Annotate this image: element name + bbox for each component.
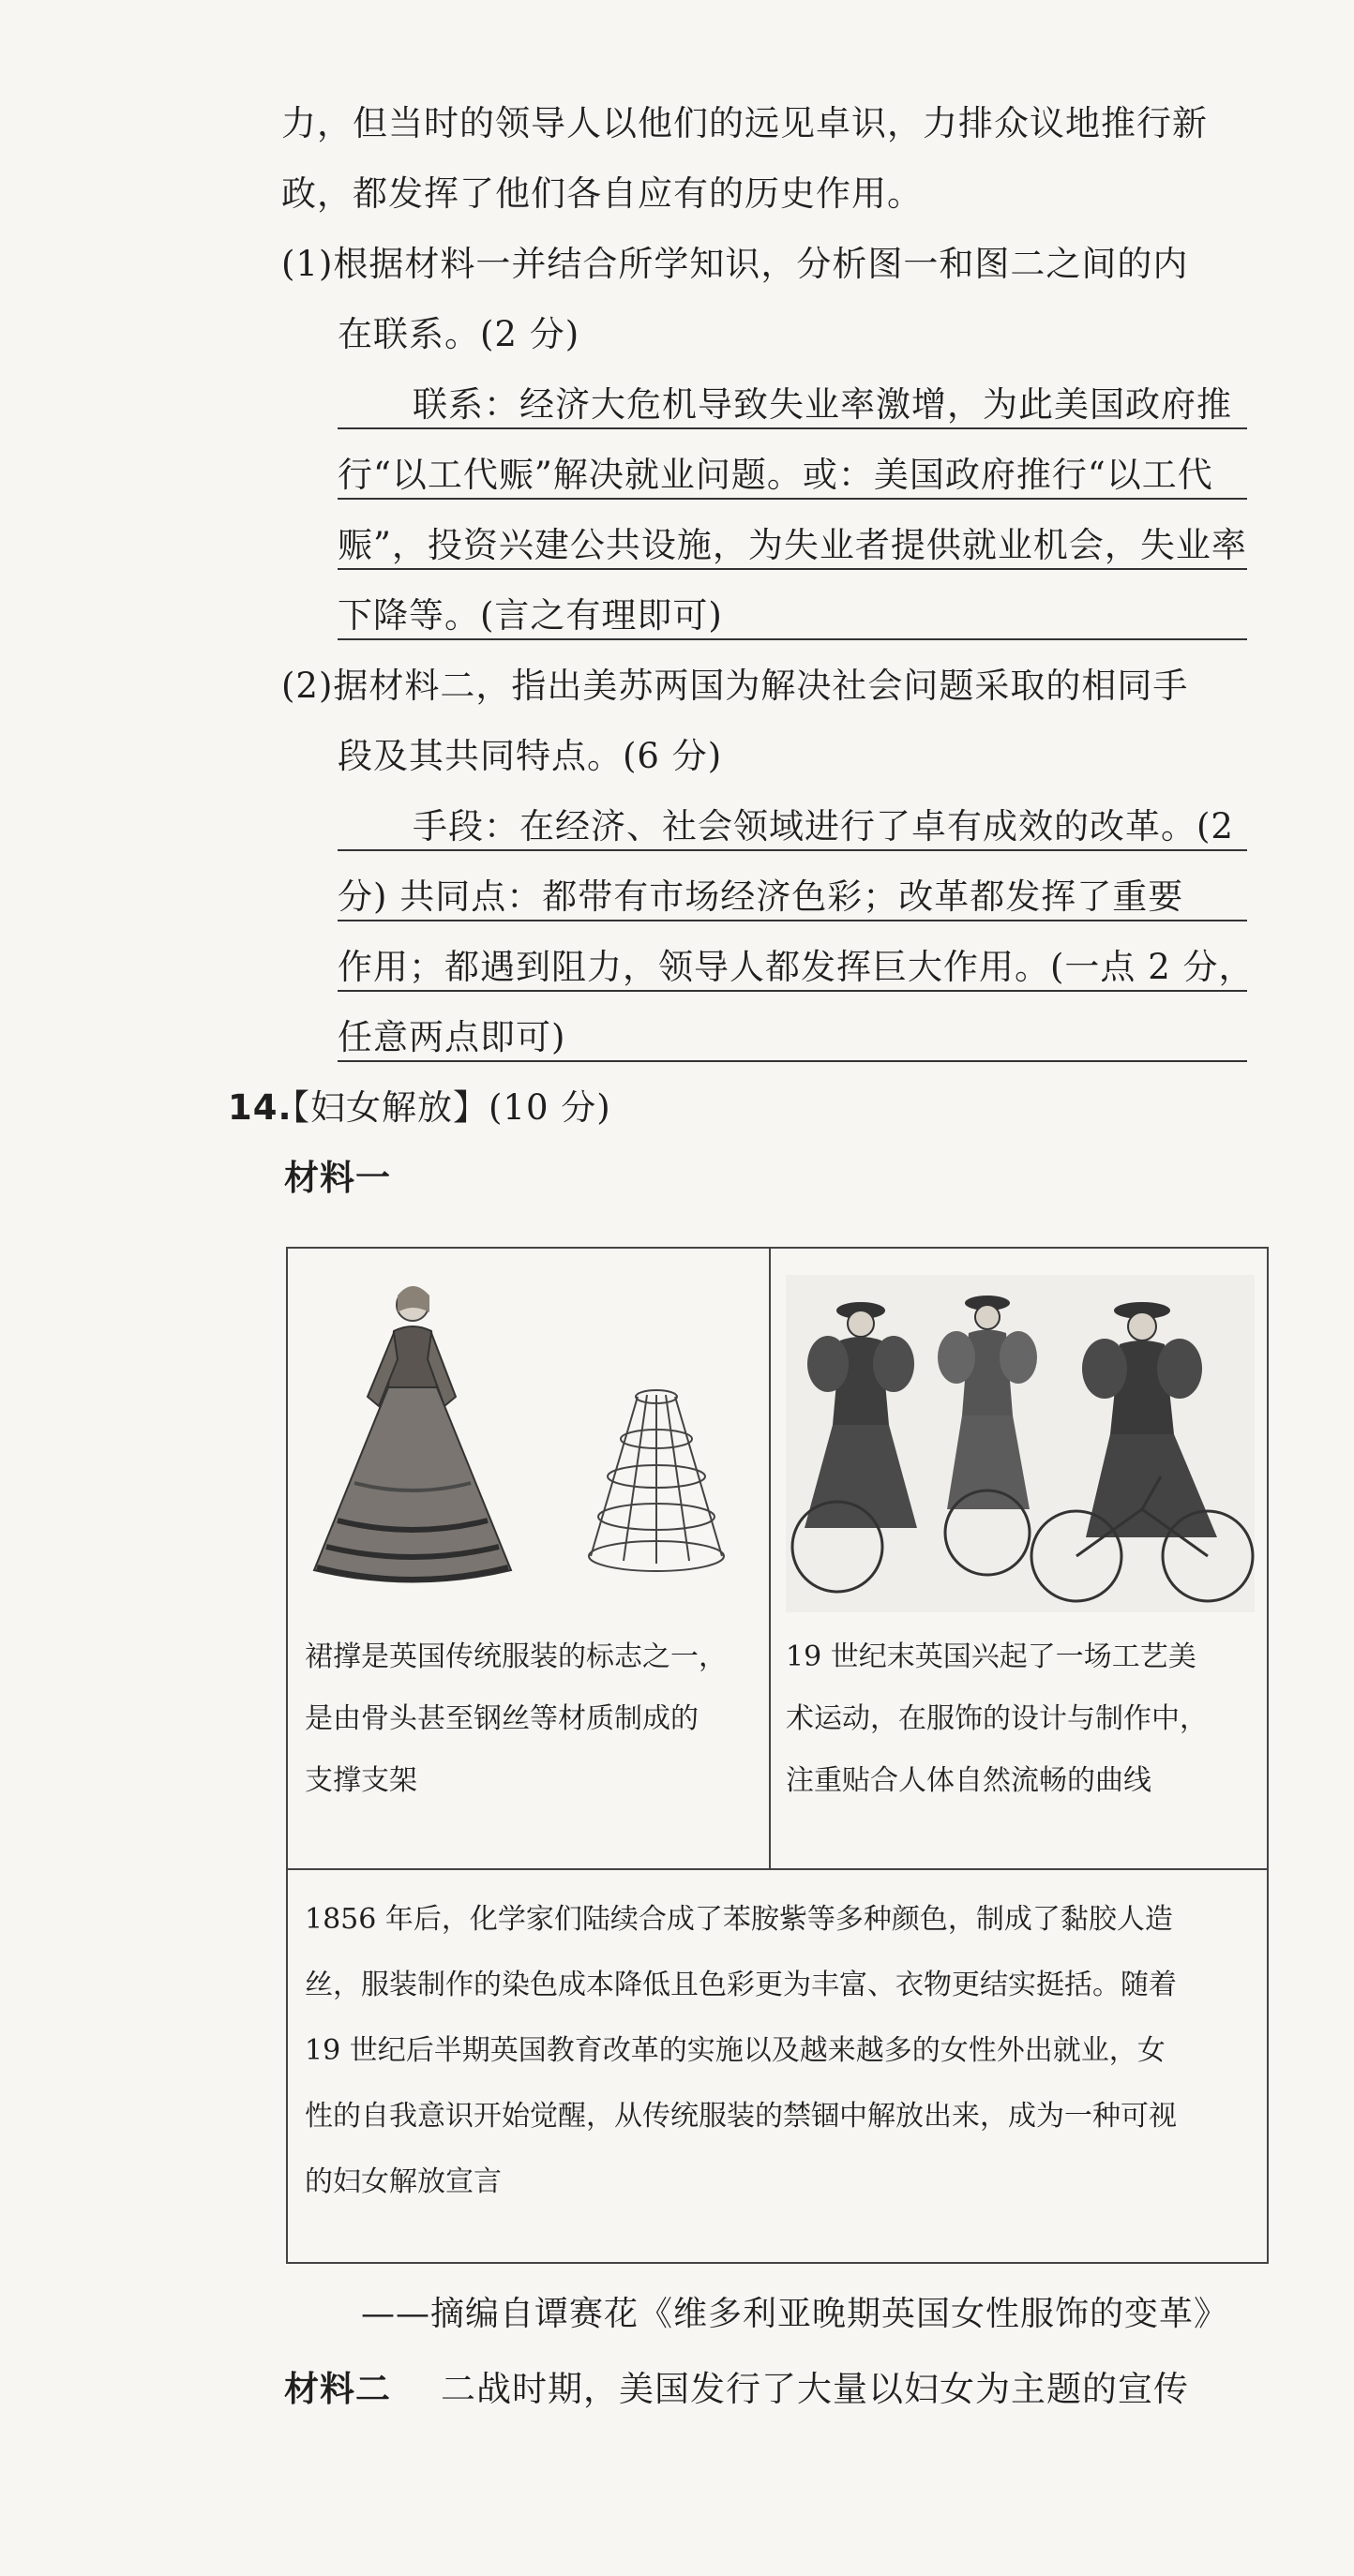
right-caption-line-3: 注重贴合人体自然流畅的曲线 <box>786 1764 1151 1797</box>
right-caption-line-2: 术运动，在服饰的设计与制作中， <box>786 1702 1208 1735</box>
intro-line-2: 政，都发挥了他们各自应有的历史作用。 <box>281 173 923 214</box>
crinoline-dress-illustration <box>300 1275 750 1612</box>
women-cyclists-illustration <box>786 1275 1255 1612</box>
q1-answer-line-1: 联系：经济大危机导致失业率激增，为此美国政府推 <box>338 382 1247 429</box>
material-box-vertical-divider <box>769 1247 771 1870</box>
q2-answer-line-1: 手段：在经济、社会领域进行了卓有成效的改革。(2 <box>338 804 1247 851</box>
material-1-text-line-5: 的妇女解放宣言 <box>305 2165 502 2198</box>
material-1-label: 材料一 <box>284 1158 391 1198</box>
q1-answer-line-4: 下降等。(言之有理即可) <box>338 593 1247 640</box>
q2-prompt-line-2: 段及其共同特点。(6 分) <box>338 736 723 776</box>
material-box-horizontal-divider <box>286 1868 1269 1870</box>
q2-prompt-line-1: (2)据材料二，指出美苏两国为解决社会问题采取的相同手 <box>281 666 1189 706</box>
right-caption-line-1: 19 世纪末英国兴起了一场工艺美 <box>786 1640 1196 1673</box>
q2-answer-line-3: 作用；都遇到阻力，领导人都发挥巨大作用。(一点 2 分， <box>338 945 1247 992</box>
material-2-label: 材料二 <box>284 2369 391 2409</box>
source-citation: ——摘编自谭赛花《维多利亚晚期英国女性服饰的变革》 <box>361 2295 1229 2333</box>
q1-answer-line-2: 行“以工代赈”解决就业问题。或：美国政府推行“以工代 <box>338 453 1247 500</box>
material-1-text <box>305 1887 1177 2215</box>
left-caption-line-2: 是由骨头甚至钢丝等材质制成的 <box>305 1702 699 1735</box>
material-1-text-line-4: 性的自我意识开始觉醒，从传统服装的禁锢中解放出来，成为一种可视 <box>305 2100 1177 2133</box>
left-caption-line-1: 裙撑是英国传统服装的标志之一， <box>305 1640 727 1673</box>
q1-prompt-line-2: 在联系。(2 分) <box>338 314 580 354</box>
left-caption-line-3: 支撑支架 <box>305 1764 417 1797</box>
q2-answer-line-4: 任意两点即可) <box>338 1015 1247 1062</box>
material-1-text-line-3: 19 世纪后半期英国教育改革的实施以及越来越多的女性外出就业，女 <box>305 2034 1166 2067</box>
intro-line-1: 力，但当时的领导人以他们的远见卓识，力排众议地推行新 <box>281 103 1208 143</box>
material-1-text-line-1: 1856 年后，化学家们陆续合成了苯胺紫等多种颜色，制成了黏胶人造 <box>305 1903 1173 1936</box>
material-1-text-line-2: 丝，服装制作的染色成本降低且色彩更为丰富、衣物更结实挺括。随着 <box>305 1969 1177 2001</box>
left-caption <box>305 1626 727 1812</box>
q2-answer-line-2: 分) 共同点：都带有市场经济色彩；改革都发挥了重要 <box>338 875 1247 921</box>
right-caption <box>786 1626 1208 1812</box>
q1-prompt-line-1: (1)根据材料一并结合所学知识，分析图一和图二之间的内 <box>281 244 1189 284</box>
question-number: 14. <box>228 1087 293 1128</box>
question-title: 【妇女解放】(10 分) <box>275 1087 611 1128</box>
material-2-text: 二战时期，美国发行了大量以妇女为主题的宣传 <box>441 2369 1189 2409</box>
q1-answer-line-3: 赈”，投资兴建公共设施，为失业者提供就业机会，失业率 <box>338 523 1247 570</box>
